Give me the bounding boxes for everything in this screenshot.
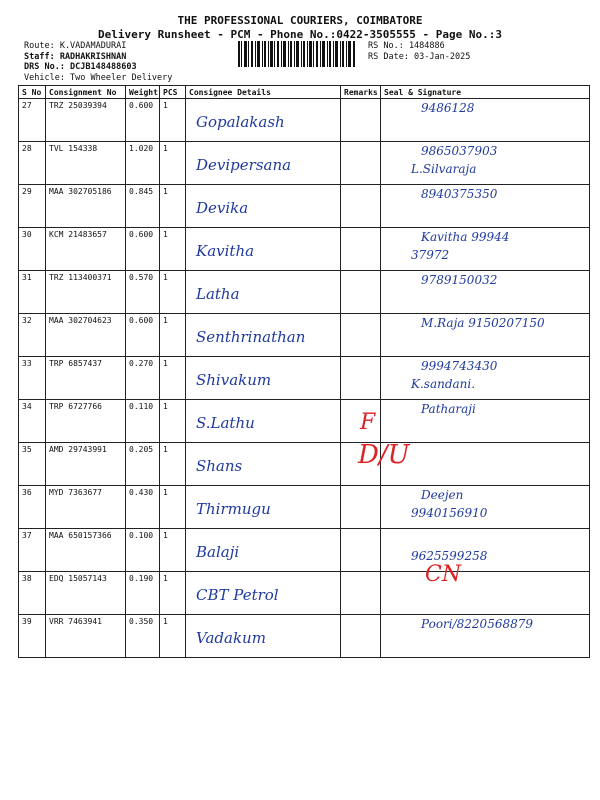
rs-date: RS Date: 03-Jan-2025	[368, 51, 471, 62]
cell-pcs: 1	[160, 572, 186, 615]
cell-pcs: 1	[160, 314, 186, 357]
cell-pcs: 1	[160, 271, 186, 314]
consignee-handwritten: Shans	[196, 457, 243, 475]
signature-line-2: 9625599258	[411, 549, 488, 563]
cell-pcs: 1	[160, 142, 186, 185]
cell-remarks	[341, 142, 381, 185]
cell-signature	[381, 400, 590, 443]
cell-signature	[381, 185, 590, 228]
cell-signature	[381, 529, 590, 572]
cell-consignee	[186, 572, 341, 615]
cell-consignee	[186, 228, 341, 271]
cell-sno: 28	[19, 142, 46, 185]
cell-pcs: 1	[160, 443, 186, 486]
table-header-row	[19, 86, 590, 99]
cell-consignee	[186, 357, 341, 400]
cell-consignment: MYD 7363677	[46, 486, 126, 529]
cell-pcs: 1	[160, 486, 186, 529]
col-sno: S No	[19, 86, 46, 99]
cell-remarks	[341, 357, 381, 400]
cell-signature	[381, 142, 590, 185]
signature-line-1: Deejen	[421, 488, 464, 502]
cell-consignment: VRR 7463941	[46, 615, 126, 658]
cell-weight: 0.110	[126, 400, 160, 443]
cell-signature	[381, 443, 590, 486]
runsheet-table	[18, 85, 590, 658]
consignee-handwritten: Gopalakash	[196, 113, 285, 131]
cell-remarks	[341, 99, 381, 142]
cell-sno: 27	[19, 99, 46, 142]
cell-consignment: KCM 21483657	[46, 228, 126, 271]
cell-sno: 35	[19, 443, 46, 486]
col-remarks: Remarks	[341, 86, 381, 99]
cell-weight: 0.570	[126, 271, 160, 314]
cell-sno: 29	[19, 185, 46, 228]
cell-consignee	[186, 443, 341, 486]
signature-line-2: K.sandani.	[411, 377, 476, 391]
red-mark-cn: CN	[425, 562, 462, 587]
signature-line-1: Poori/8220568879	[421, 617, 534, 631]
cell-consignee	[186, 486, 341, 529]
consignee-handwritten: Kavitha	[196, 242, 255, 260]
col-consignee: Consignee Details	[186, 86, 341, 99]
cell-weight: 0.600	[126, 314, 160, 357]
company-title: THE PROFESSIONAL COURIERS, COIMBATORE	[177, 14, 423, 27]
cell-sno: 32	[19, 314, 46, 357]
cell-consignment: TRZ 25039394	[46, 99, 126, 142]
signature-line-2: 37972	[411, 248, 450, 262]
cell-pcs: 1	[160, 185, 186, 228]
cell-sno: 33	[19, 357, 46, 400]
cell-consignee	[186, 142, 341, 185]
cell-sno: 39	[19, 615, 46, 658]
cell-signature	[381, 99, 590, 142]
drs-line: DRS No.: DCJB148488603	[24, 62, 137, 72]
cell-sno: 37	[19, 529, 46, 572]
cell-signature	[381, 486, 590, 529]
cell-sno: 36	[19, 486, 46, 529]
cell-pcs: 1	[160, 99, 186, 142]
signature-line-2: L.Silvaraja	[411, 162, 477, 176]
consignee-handwritten: Senthrinathan	[196, 328, 306, 346]
cell-weight: 0.600	[126, 228, 160, 271]
cell-remarks	[341, 529, 381, 572]
route-info	[24, 41, 172, 83]
consignee-handwritten: S.Lathu	[196, 414, 255, 432]
cell-weight: 0.350	[126, 615, 160, 658]
consignee-handwritten: Thirmugu	[196, 500, 271, 518]
cell-pcs: 1	[160, 615, 186, 658]
route-line: Route: K.VADAMADURAI	[24, 41, 127, 51]
red-mark-f: F	[360, 410, 376, 435]
signature-line-1: Kavitha 99944	[421, 230, 510, 244]
signature-line-1: 9994743430	[421, 359, 498, 373]
table-row	[19, 486, 590, 529]
cell-sno: 31	[19, 271, 46, 314]
staff-line: Staff: RADHAKRISHNAN	[24, 51, 127, 62]
cell-signature	[381, 357, 590, 400]
cell-weight: 0.100	[126, 529, 160, 572]
cell-consignee	[186, 99, 341, 142]
cell-consignment: TRZ 113400371	[46, 271, 126, 314]
table-row	[19, 99, 590, 142]
cell-consignment: TRP 6857437	[46, 357, 126, 400]
cell-signature	[381, 615, 590, 658]
table-row	[19, 142, 590, 185]
cell-remarks	[341, 185, 381, 228]
vehicle-line: Vehicle: Two Wheeler Delivery	[24, 72, 173, 83]
runsheet-subtitle: Delivery Runsheet - PCM - Phone No.:0422-3505555 - Page No.:3	[98, 28, 502, 41]
cell-consignment: MAA 302705186	[46, 185, 126, 228]
cell-remarks	[341, 271, 381, 314]
consignee-handwritten: Devika	[196, 199, 249, 217]
cell-weight: 0.845	[126, 185, 160, 228]
table-row	[19, 529, 590, 572]
cell-consignee	[186, 400, 341, 443]
cell-signature	[381, 228, 590, 271]
cell-remarks	[341, 486, 381, 529]
signature-line-1: 9486128	[421, 101, 475, 115]
table-row	[19, 443, 590, 486]
cell-consignee	[186, 314, 341, 357]
consignee-handwritten: CBT Petrol	[196, 586, 279, 604]
table-row	[19, 271, 590, 314]
signature-line-1: 9865037903	[421, 144, 498, 158]
cell-sno: 34	[19, 400, 46, 443]
signature-line-2: 9940156910	[411, 506, 488, 520]
red-mark-du: D/U	[358, 440, 410, 470]
table-row	[19, 615, 590, 658]
cell-sno: 38	[19, 572, 46, 615]
consignee-handwritten: Vadakum	[196, 629, 266, 647]
cell-remarks	[341, 314, 381, 357]
table-row	[19, 228, 590, 271]
cell-consignment: EDQ 15057143	[46, 572, 126, 615]
col-seal-signature: Seal & Signature	[381, 86, 590, 99]
cell-pcs: 1	[160, 529, 186, 572]
cell-weight: 0.430	[126, 486, 160, 529]
consignee-handwritten: Balaji	[196, 543, 240, 561]
col-pcs: PCS	[160, 86, 186, 99]
cell-consignment: TVL 154338	[46, 142, 126, 185]
cell-consignment: TRP 6727766	[46, 400, 126, 443]
cell-pcs: 1	[160, 357, 186, 400]
table-row	[19, 572, 590, 615]
cell-consignee	[186, 529, 341, 572]
barcode	[238, 41, 356, 67]
cell-consignee	[186, 185, 341, 228]
cell-consignee	[186, 615, 341, 658]
col-consignment: Consignment No	[46, 86, 126, 99]
cell-consignee	[186, 271, 341, 314]
cell-signature	[381, 271, 590, 314]
cell-signature	[381, 314, 590, 357]
rs-info	[368, 41, 470, 62]
cell-remarks	[341, 615, 381, 658]
cell-consignment: AMD 29743991	[46, 443, 126, 486]
signature-line-1: 8940375350	[421, 187, 498, 201]
signature-line-1: M.Raja 9150207150	[421, 316, 545, 330]
cell-consignment: MAA 650157366	[46, 529, 126, 572]
table-row	[19, 357, 590, 400]
consignee-handwritten: Shivakum	[196, 371, 272, 389]
col-weight: Weight	[126, 86, 160, 99]
rs-no: RS No.: 1484886	[368, 41, 445, 51]
cell-sno: 30	[19, 228, 46, 271]
table-row	[19, 314, 590, 357]
cell-pcs: 1	[160, 228, 186, 271]
consignee-handwritten: Latha	[196, 285, 240, 303]
cell-weight: 0.205	[126, 443, 160, 486]
table-row	[19, 185, 590, 228]
signature-line-1: Patharaji	[421, 402, 476, 416]
cell-remarks	[341, 572, 381, 615]
cell-weight: 1.020	[126, 142, 160, 185]
cell-weight: 0.600	[126, 99, 160, 142]
consignee-handwritten: Devipersana	[196, 156, 292, 174]
cell-remarks	[341, 228, 381, 271]
signature-line-1: 9789150032	[421, 273, 498, 287]
table-row	[19, 400, 590, 443]
cell-pcs: 1	[160, 400, 186, 443]
cell-weight: 0.270	[126, 357, 160, 400]
cell-weight: 0.190	[126, 572, 160, 615]
cell-consignment: MAA 302704623	[46, 314, 126, 357]
cell-signature	[381, 572, 590, 615]
